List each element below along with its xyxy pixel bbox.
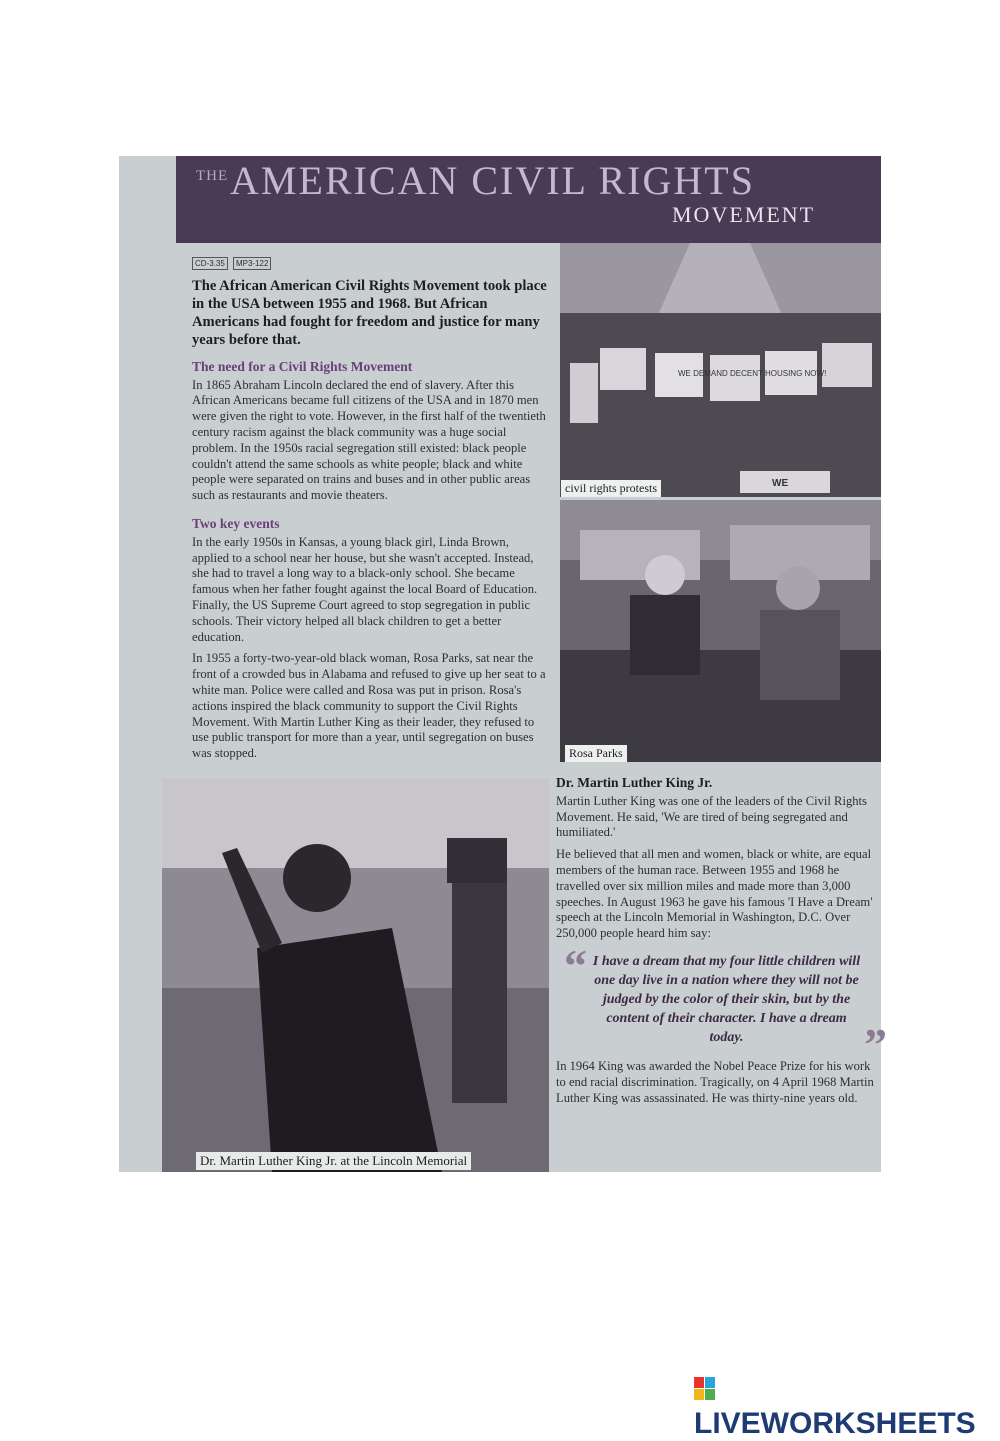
protest-sign-text: WE DEMAND DECENT HOUSING NOW! [678,369,827,378]
liveworksheets-logo-text: LIVEWORKSHEETS [694,1407,976,1440]
cd-track-badge: CD-3.35 [192,257,228,270]
section-heading-need: The need for a Civil Rights Movement [192,358,413,374]
section-heading-events: Two key events [192,515,280,531]
section-text-need: In 1865 Abraham Lincoln declared the end of slavery. After this African Americans became full citizens of the USA and in 1870 men were given the right to vote. However, in the first half of the twentieth century racism against the black community was a huge social problem. In the 1950s racial segregation still existed: black people couldn't attend the same schools as white people; black and white people were separated on trains and buses and in other public areas such as restaurants and movie theaters. [192,377,546,503]
dream-quote [564,939,887,1070]
left-column [192,255,548,768]
liveworksheets-logo-icon [694,1377,716,1401]
section-text-mlk-intro: Martin Luther King was one of the leaders of the Civil Rights Movement. He said, 'We are tired of being segregated and humiliated.' [556,793,867,840]
audio-badges [192,255,548,271]
title-prefix: THE [196,168,229,184]
caption-protests: civil rights protests [561,480,661,497]
section-text-linda-brown: In the early 1950s in Kansas, a young black girl, Linda Brown, applied to a school near her house, but she wasn't accepted. Instead, she had to travel a long way to a black-only school. She became famous when her father fought against the local Board of Education. Finally, the US Supreme Court agreed to stop segregation in public schools. Their victory helped all black children to get a better education. [192,534,538,644]
section-text-mlk-beliefs: He believed that all men and women, black or white, are equal members of the human race. Between 1955 and 1968 he travelled over six million miles and made more than 3,000 speeches. In August 1963 he gave his famous 'I Have a Dream' speech at the Lincoln Memorial in Washington, D.C. Over 250,000 people heard him say: [556,847,873,941]
section-heading-mlk: Dr. Martin Luther King Jr. [556,775,713,790]
open-quote-icon: “ [564,939,587,991]
section-text-rosa-parks: In 1955 a forty-two-year-old black woman, Rosa Parks, sat near the front of a crowded bus in Alabama and refused to give up her seat to a white man. Police were called and Rosa was put in prison. Rosa's actions inspired the black community to support the Civil Rights Movement. With Martin Luther King as their leader, they refused to use public transport for more than a year, until segregation on buses was stopped. [192,651,546,761]
intro-paragraph: The African American Civil Rights Movement took place in the USA between 1955 and 1968. But African Americans had fought for freedom and justice for many years before that. [192,277,547,348]
caption-rosa-parks: Rosa Parks [565,745,627,762]
rosa-parks-illustration [560,500,881,762]
civil-rights-protests-photo [560,243,881,497]
mp3-track-badge: MP3-122 [233,257,271,270]
protest-photo-illustration [560,243,881,497]
page-title: AMERICAN CIVIL RIGHTS [230,158,755,203]
mlk-photo-illustration [162,778,549,1172]
close-quote-icon: ” [864,1018,887,1070]
rosa-parks-photo [560,500,881,762]
dream-quote-text: I have a dream that my four little children will one day live in a nation where they will not be judged by the color of their skin, but by the content of their character. I have a dream today. [592,953,861,1045]
caption-mlk: Dr. Martin Luther King Jr. at the Lincoln Memorial [196,1152,471,1170]
page-subtitle: MOVEMENT [672,202,816,227]
liveworksheets-logo [694,1373,1000,1441]
section-text-mlk-legacy: In 1964 King was awarded the Nobel Peace Prize for his work to end racial discrimination. Tragically, on 4 April 1968 Martin Luther King was assassinated. He was thirty-nine years old. [556,1058,874,1105]
protest-sign-we: WE [772,478,789,489]
mlk-lincoln-memorial-photo [162,778,549,1172]
right-column [556,771,887,1112]
